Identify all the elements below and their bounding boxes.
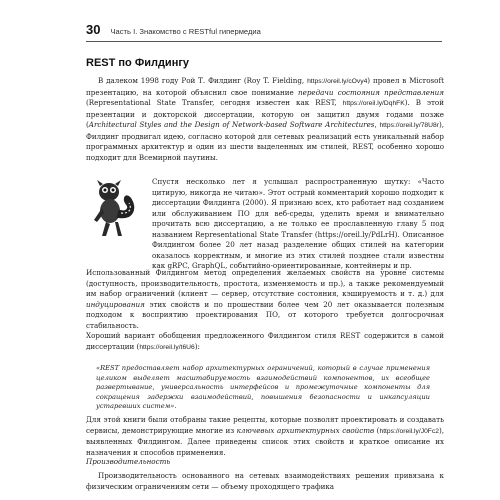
intro-text-4: ). В этой презентации и докторской диссертации, которую он защитил двумя годами позже ( xyxy=(86,98,444,129)
para4-text-a: Для этой книги были отобраны такие рецепты, которые позволят проектировать и создавать сервисы, демонстрирующие многие из xyxy=(86,415,444,435)
paragraph-properties xyxy=(86,268,444,331)
link-dissertation[interactable]: https://oreil.ly/78U8r xyxy=(379,122,439,129)
para4-text-d: ), выявленных Филдингом. Далее приведены список этих свойств и краткое описание их назначения и способов применения. xyxy=(86,425,444,457)
block-quote: «REST предоставляет набор архитектурных ограничений, который в случае применения целиком выделяет масштабируемость взаимодействий компонентов, их всеобщее развертывание, универсальность интерфейсов и промежуточные компоненты для сокращения задержки взаимодействий, повышения безопасности и инкапсуляции устаревших систем». xyxy=(96,364,430,411)
paragraph-recipes xyxy=(86,415,444,458)
subheading-performance: Производительность xyxy=(86,457,171,466)
section-title: REST по Филдингу xyxy=(86,57,190,69)
intro-dissertation-title: Architectural Styles and the Design of Network-based Software Architectures xyxy=(88,120,375,129)
para2-term-induce: индуцирования xyxy=(86,299,145,309)
para3-text-a: Хороший вариант обобщения предложенного Филдингом стиля REST содержится в самой диссертации ( xyxy=(86,331,444,351)
para2-text-c: этих свойств и по прошествии более чем 20 лет оказывается полезным подходом к восприятию проектирования ПО, от которого требуется долгосрочная стабильность. xyxy=(86,299,444,330)
para2-text-a: Использованный Филдингом метод определения желаемых свойств на уровне системы (доступность, производительность, простота, изменяемость и пр.), а также рекомендуемый им набор ограничений (клиент — сервер, отсутствие состояния, кэшируемость и т. д.) для xyxy=(86,268,444,298)
para4-text-c: ( xyxy=(374,425,380,435)
running-title: Часть I. Знакомство с RESTful гипермедиа xyxy=(110,27,261,36)
para5-text: Производительность основанного на сетевых взаимодействиях решения привязана к физическим ограничениям сети — объему проходящего трафика xyxy=(86,471,444,491)
tip-text: Спустя несколько лет я услышал распространенную шутку: «Часто цитирую, никогда не читаю». Этот острый комментарий хорошо подходит к диссертации Филдинга (2000). Я признаю всех, кто работает над созданием или обслуживанием ПО для веб-среды, уделить время и внимательно прочитать всю диссертацию, а не только ее прославленную главу 5 под названием Representational State Transfer (https://oreil.ly/PdLrH). Описанное Филдингом более 20 лет назад разделение общих стилей на категории оказалось корректным, и многие из этих стилей позднее стали известны как gRPC, GraphQL, событийно-ориентированные, контейнеры и пр. xyxy=(152,177,444,270)
intro-text-2: ) провел в Microsoft презентацию, на которой объяснил свое понимание xyxy=(86,76,444,97)
lemur-tip-icon xyxy=(88,178,138,242)
intro-text-1: В далеком 1998 году Рой Т. Филдинг (Roy T. Fielding, xyxy=(98,76,308,85)
intro-text-5: , xyxy=(374,120,380,129)
link-fielding[interactable]: https://oreil.ly/cOvy4 xyxy=(307,78,368,85)
page-number: 30 xyxy=(86,22,101,37)
intro-term-rest: передачи состояния представления xyxy=(298,87,444,97)
header-rule xyxy=(86,41,442,42)
para4-term-properties: ключевых архитектурных свойств xyxy=(236,425,375,435)
intro-paragraph xyxy=(86,76,444,163)
intro-text-3: (Representational State Transfer, сегодня известен как REST, xyxy=(86,98,343,107)
link-properties[interactable]: https://oreil.ly/J0Fc2 xyxy=(379,427,439,435)
paragraph-summary xyxy=(86,331,444,353)
link-rest[interactable]: https://oreil.ly/DqhFK xyxy=(342,100,405,107)
paragraph-performance xyxy=(86,471,444,492)
para3-text-b: ): xyxy=(194,341,200,351)
intro-text-6: ), Филдинг продвигал идею, согласно которой для сетевых реализаций есть уникальный набор программных архитектур и один из шести выделенных им стилей, REST, особенно хорошо подходит для Всемирной паутины. xyxy=(86,120,444,162)
page-header xyxy=(86,22,446,38)
link-summary[interactable]: https://oreil.ly/t6U6 xyxy=(139,343,195,351)
